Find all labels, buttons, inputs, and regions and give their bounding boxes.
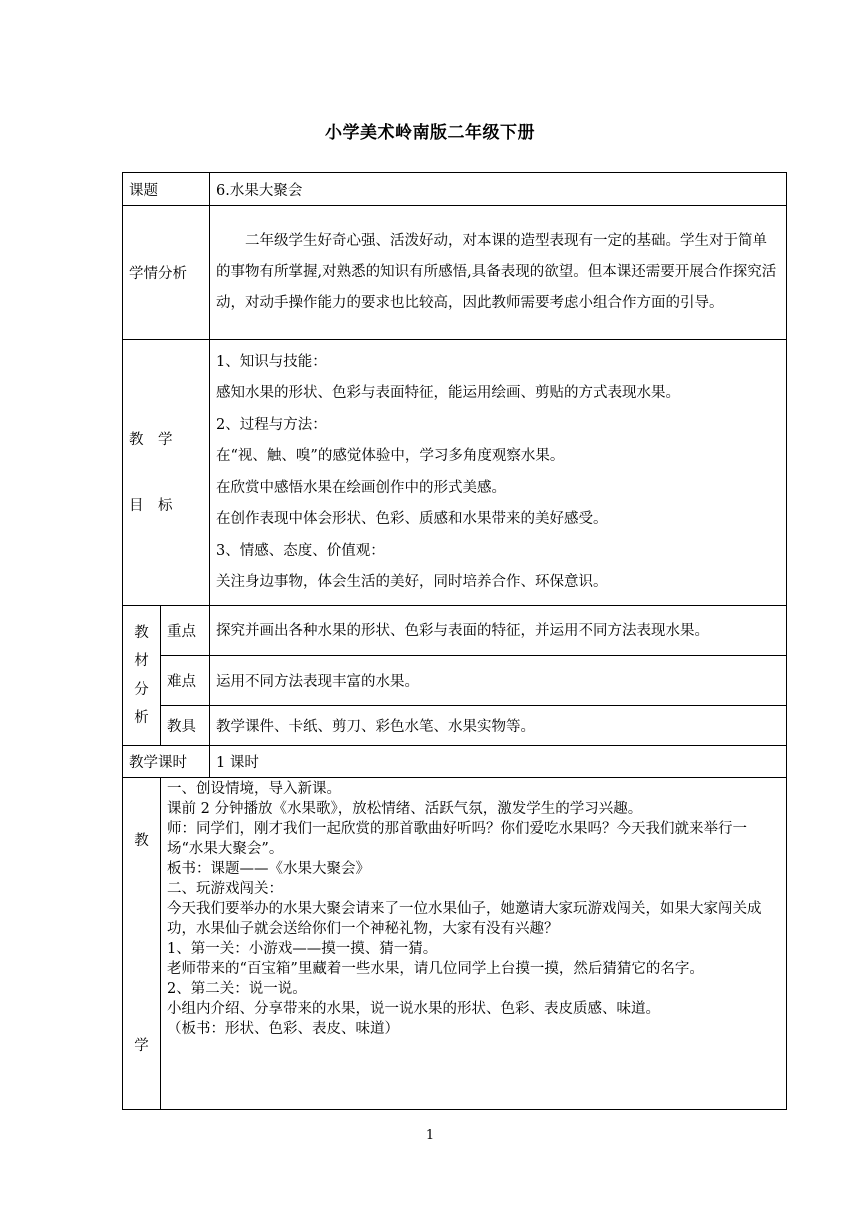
goals-label xyxy=(123,340,210,606)
hours-value: 1 课时 xyxy=(210,746,787,778)
hours-label: 教学课时 xyxy=(123,746,210,778)
key-point-value: 探究并画出各种水果的形状、色彩与表面的特征，并运用不同方法表现水果。 xyxy=(210,606,787,656)
process-line: 一、创设情境，导入新课。 xyxy=(167,781,341,797)
difficulty-label: 难点 xyxy=(161,656,210,706)
materials-analysis-label: 教 材 分 析 xyxy=(123,606,161,746)
process-line: 二、玩游戏闯关： xyxy=(167,881,283,897)
topic-row xyxy=(123,173,787,206)
page-number: 1 xyxy=(425,1128,435,1143)
hours-row xyxy=(123,746,787,778)
analysis-cell xyxy=(210,206,787,340)
process-line: 师：同学们，刚才我们一起欣赏的那首歌曲好听吗？你们爱吃水果吗？今天我们就来举行一场“水果大聚会”。 xyxy=(167,821,747,857)
process-line: 2、第二关：说一说。 xyxy=(167,981,307,997)
topic-label: 课题 xyxy=(123,173,210,206)
process-line: 1、第一关：小游戏——摸一摸、猜一猜。 xyxy=(167,941,438,957)
process-row xyxy=(123,778,787,1110)
goals-line: 3、情感、态度、价值观： xyxy=(216,542,385,559)
goals-line: 1、知识与技能： xyxy=(216,353,327,370)
process-cell xyxy=(161,778,787,1110)
goals-label-line-1: 教 学 xyxy=(129,431,173,448)
topic-value: 6.水果大聚会 xyxy=(210,173,787,206)
goals-line: 2、过程与方法： xyxy=(216,416,327,433)
process-line: 课前 2 分钟播放《水果歌》，放松情绪、活跃气氛，激发学生的学习兴趣。 xyxy=(167,801,643,817)
goals-row xyxy=(123,340,787,606)
goals-line: 感知水果的形状、色彩与表面特征，能运用绘画、剪贴的方式表现水果。 xyxy=(216,385,680,401)
analysis-row xyxy=(123,206,787,340)
process-line: 板书：课题——《水果大聚会》 xyxy=(167,861,370,877)
page-title: 小学美术岭南版二年级下册 xyxy=(325,123,535,143)
key-point-label: 重点 xyxy=(161,606,210,656)
difficulty-value: 运用不同方法表现丰富的水果。 xyxy=(210,656,787,706)
goals-line: 在“视、触、嗅”的感觉体验中，学习多角度观察水果。 xyxy=(216,448,565,464)
key-point-row xyxy=(123,606,787,656)
goals-cell xyxy=(210,340,787,606)
goals-label-line-2: 目 标 xyxy=(129,497,173,514)
difficulty-row xyxy=(123,656,787,706)
lesson-plan-table xyxy=(122,172,787,1110)
process-line: （板书：形状、色彩、表皮、味道） xyxy=(167,1021,399,1037)
process-label: 教 学 xyxy=(123,778,161,1110)
tools-value: 教学课件、卡纸、剪刀、彩色水笔、水果实物等。 xyxy=(210,706,787,746)
goals-line: 在欣赏中感悟水果在绘画创作中的形式美感。 xyxy=(216,479,506,496)
tools-row xyxy=(123,706,787,746)
goals-line: 在创作表现中体会形状、色彩、质感和水果带来的美好感受。 xyxy=(216,511,608,527)
tools-label: 教具 xyxy=(161,706,210,746)
process-line: 今天我们要举办的水果大聚会请来了一位水果仙子，她邀请大家玩游戏闯关，如果大家闯关成功，水果仙子就会送给你们一个神秘礼物，大家有没有兴趣？ xyxy=(167,901,762,937)
analysis-label: 学情分析 xyxy=(123,206,210,340)
analysis-text: 二年级学生好奇心强、活泼好动，对本课的造型表现有一定的基础。学生对于简单的事物有所掌握,对熟悉的知识有所感悟,具备表现的欲望。但本课还需要开展合作探究活动，对动手操作能力的要求也比较高，因此教师需要考虑小组合作方面的引导。 xyxy=(216,233,777,311)
goals-line: 关注身边事物，体会生活的美好，同时培养合作、环保意识。 xyxy=(216,574,608,590)
process-line: 老师带来的“百宝箱”里藏着一些水果，请几位同学上台摸一摸，然后猜猜它的名字。 xyxy=(167,961,704,977)
process-line: 小组内介绍、分享带来的水果，说一说水果的形状、色彩、表皮质感、味道。 xyxy=(167,1001,660,1017)
